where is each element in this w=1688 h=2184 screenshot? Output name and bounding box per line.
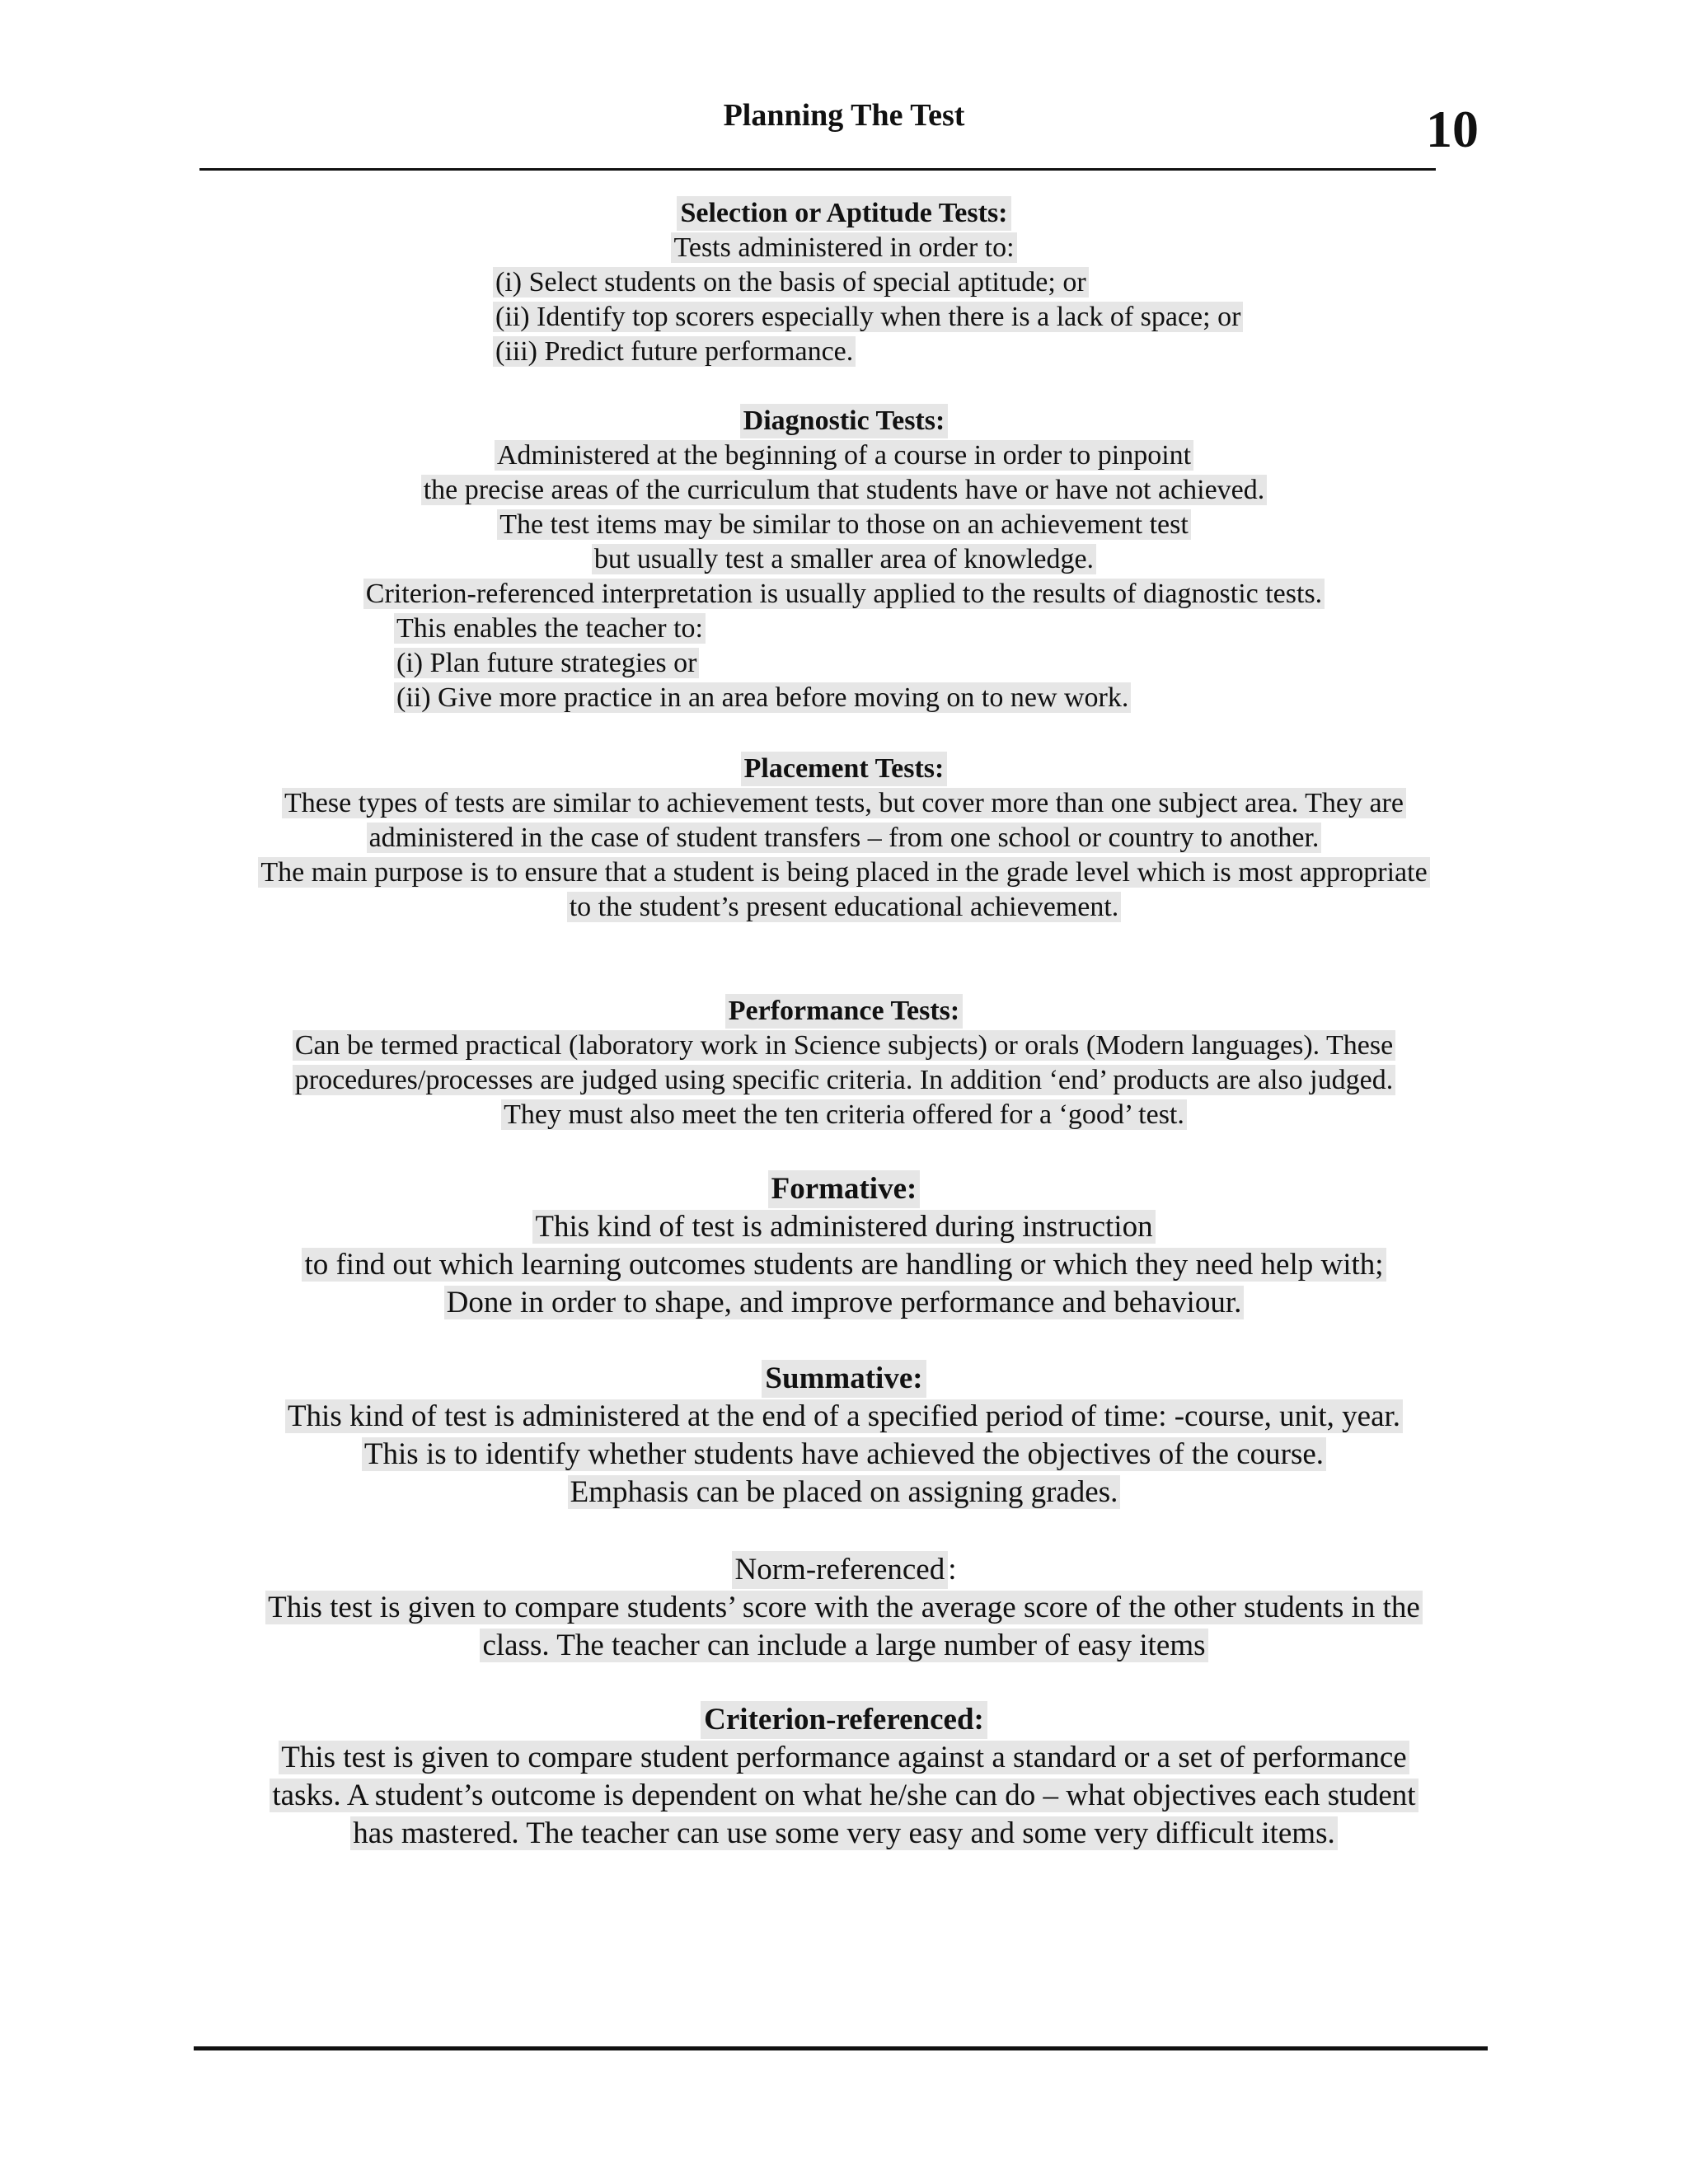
heading-suffix: : — [948, 1553, 957, 1586]
text-line: administered in the case of student transfers – from one school or country to another. — [367, 823, 1322, 853]
text-line: This is to identify whether students have achieved the objectives of the course. — [362, 1437, 1326, 1471]
text-line: These types of tests are similar to achievement tests, but cover more than one subject area. They are — [282, 788, 1406, 818]
text-line: Criterion-referenced interpretation is usually applied to the results of diagnostic tests. — [363, 579, 1325, 609]
text-line: This test is given to compare students’ score with the average score of the other students in the — [265, 1591, 1423, 1624]
section-intro: This enables the teacher to: — [394, 613, 706, 644]
text-line: Emphasis can be placed on assigning grades. — [568, 1475, 1121, 1509]
text-line: tasks. A student’s outcome is dependent on what he/she can do – what objectives each student — [270, 1779, 1418, 1812]
page-number: 10 — [1426, 100, 1479, 158]
section-formative — [0, 1170, 1688, 1322]
section-diagnostic-tests — [0, 404, 1688, 715]
text-line: Can be termed practical (laboratory work in Science subjects) or orals (Modern languages). These — [293, 1030, 1395, 1061]
text-line: procedures/processes are judged using specific criteria. In addition ‘end’ products are also judged. — [293, 1065, 1395, 1095]
section-heading: Placement Tests: — [741, 752, 948, 786]
section-criterion-referenced — [0, 1701, 1688, 1853]
list-item: (ii) Identify top scorers especially when there is a lack of space; or — [493, 302, 1243, 332]
text-line: This kind of test is administered at the end of a specified period of time: -course, unit, year. — [285, 1399, 1403, 1433]
text-line: has mastered. The teacher can use some very easy and some very difficult items. — [350, 1816, 1337, 1850]
text-line: They must also meet the ten criteria offered for a ‘good’ test. — [501, 1099, 1187, 1130]
section-heading: Performance Tests: — [725, 994, 963, 1029]
section-heading: Criterion-referenced: — [701, 1701, 987, 1739]
text-line: to find out which learning outcomes students are handling or which they need help with; — [302, 1248, 1386, 1282]
text-line: This test is given to compare student performance against a standard or a set of performance — [279, 1741, 1409, 1774]
list-item: (iii) Predict future performance. — [493, 336, 856, 367]
text-line: but usually test a smaller area of knowledge. — [592, 544, 1096, 574]
list-item: (i) Plan future strategies or — [394, 648, 699, 678]
section-heading: Summative: — [762, 1360, 926, 1398]
section-heading: Selection or Aptitude Tests: — [677, 196, 1010, 231]
text-line: This kind of test is administered during instruction — [532, 1210, 1155, 1244]
text-line: The test items may be similar to those on an achievement test — [497, 509, 1191, 540]
heading-text: Norm-referenced — [734, 1553, 945, 1586]
page-header-title: Planning The Test — [723, 98, 965, 133]
footer-rule — [194, 2046, 1488, 2050]
section-heading: Formative: — [768, 1170, 921, 1208]
section-placement-tests — [0, 752, 1688, 925]
section-heading: Diagnostic Tests: — [740, 404, 949, 438]
section-summative — [0, 1360, 1688, 1511]
text-line: class. The teacher can include a large number of easy items — [480, 1629, 1207, 1662]
text-line: Administered at the beginning of a course in order to pinpoint — [495, 440, 1193, 471]
section-performance-tests — [0, 994, 1688, 1132]
text-line: to the student’s present educational achievement. — [567, 892, 1122, 922]
text-line: the precise areas of the curriculum that students have or have not achieved. — [421, 475, 1268, 505]
section-intro: Tests administered in order to: — [671, 232, 1016, 263]
section-selection-tests — [0, 196, 1688, 369]
list-item: (ii) Give more practice in an area before moving on to new work. — [394, 682, 1131, 713]
text-line: The main purpose is to ensure that a student is being placed in the grade level which is most appropriate — [258, 857, 1429, 888]
list-item: (i) Select students on the basis of special aptitude; or — [493, 267, 1089, 298]
header-rule — [199, 168, 1436, 171]
text-line: Done in order to shape, and improve performance and behaviour. — [444, 1286, 1245, 1319]
section-heading — [732, 1551, 949, 1589]
section-norm-referenced — [0, 1551, 1688, 1665]
